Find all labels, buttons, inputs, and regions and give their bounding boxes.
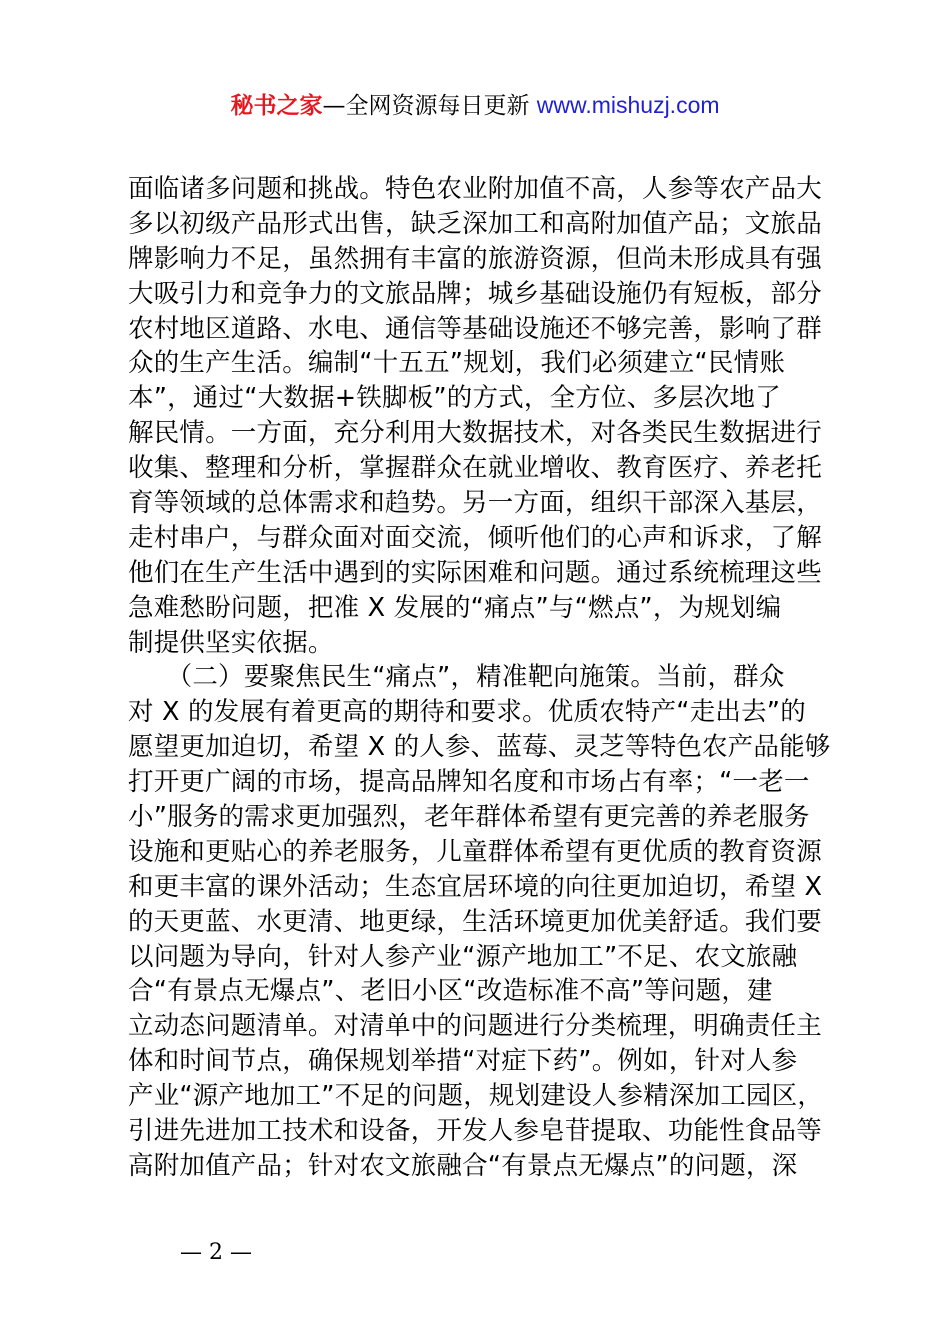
body-line: 本”，通过“大数据+铁脚板”的方式，全方位、多层次地了 — [128, 383, 781, 414]
body-line: 对 X 的发展有着更高的期待和要求。优质农特产“走出去”的 — [128, 697, 806, 728]
body-line: 走村串户，与群众面对面交流，倾听他们的心声和诉求，了解 — [128, 522, 822, 553]
body-line: 收集、整理和分析，掌握群众在就业增收、教育医疗、养老托 — [128, 453, 822, 484]
body-line: 引进先进加工技术和设备，开发人参皂苷提取、功能性食品等 — [128, 1116, 822, 1147]
page-header — [0, 88, 950, 123]
header-brand: 秘书之家 — [230, 93, 323, 119]
body-line: 和更丰富的课外活动；生态宜居环境的向往更加迫切，希望 X — [128, 871, 823, 902]
body-line: 愿望更加迫切，希望 X 的人参、蓝莓、灵芝等特色农产品能够 — [128, 732, 831, 763]
body-line: 以问题为导向，针对人参产业“源产地加工”不足、农文旅融 — [128, 941, 798, 972]
body-line: 制提供坚实依据。 — [128, 627, 334, 658]
body-line: 打开更广阔的市场，提高品牌知名度和市场占有率；“一老一 — [128, 767, 810, 798]
body-line: 多以初级产品形式出售，缺乏深加工和高附加值产品；文旅品 — [128, 208, 822, 239]
body-line: 他们在生产生活中遇到的实际困难和问题。通过系统梳理这些 — [128, 557, 822, 588]
body-line: 小”服务的需求更加强烈，老年群体希望有更完善的养老服务 — [128, 802, 810, 833]
header-url-link[interactable]: www.mishuzj.com — [536, 92, 720, 118]
body-line: 设施和更贴心的养老服务，儿童群体希望有更优质的教育资源 — [128, 836, 822, 867]
page-number: — 2 — — [180, 1240, 252, 1265]
body-line: 育等领域的总体需求和趋势。另一方面，组织干部深入基层， — [128, 488, 822, 519]
body-line: 众的生产生活。编制“十五五”规划，我们必须建立“民情账 — [128, 348, 786, 379]
body-line: 面临诸多问题和挑战。特色农业附加值不高，人参等农产品大 — [128, 174, 822, 204]
body-line: 农村地区道路、水电、通信等基础设施还不够完善，影响了群 — [128, 313, 822, 344]
body-line: 高附加值产品；针对农文旅融合“有景点无爆点”的问题，深 — [128, 1150, 798, 1181]
document-body — [128, 172, 848, 1184]
body-line: （二）要聚焦民生“痛点”，精准靶向施策。当前，群众 — [128, 662, 785, 693]
body-line: 解民情。一方面，充分利用大数据技术，对各类民生数据进行 — [128, 418, 822, 449]
body-line: 体和时间节点，确保规划举措“对症下药”。例如，针对人参 — [128, 1046, 798, 1077]
body-line: 产业“源产地加工”不足的问题，规划建设人参精深加工园区， — [128, 1081, 824, 1112]
body-line: 的天更蓝、水更清、地更绿，生活环境更加优美舒适。我们要 — [128, 906, 822, 937]
body-line: 大吸引力和竞争力的文旅品牌；城乡基础设施仍有短板，部分 — [128, 278, 822, 309]
body-line: 牌影响力不足，虽然拥有丰富的旅游资源，但尚未形成具有强 — [128, 243, 822, 274]
body-line: 急难愁盼问题，把准 X 发展的“痛点”与“燃点”，为规划编 — [128, 592, 782, 623]
body-line: 合“有景点无爆点”、老旧小区“改造标准不高”等问题，建 — [128, 976, 773, 1007]
header-tagline: —全网资源每日更新 — [322, 93, 537, 119]
body-line: 立动态问题清单。对清单中的问题进行分类梳理，明确责任主 — [128, 1011, 822, 1042]
